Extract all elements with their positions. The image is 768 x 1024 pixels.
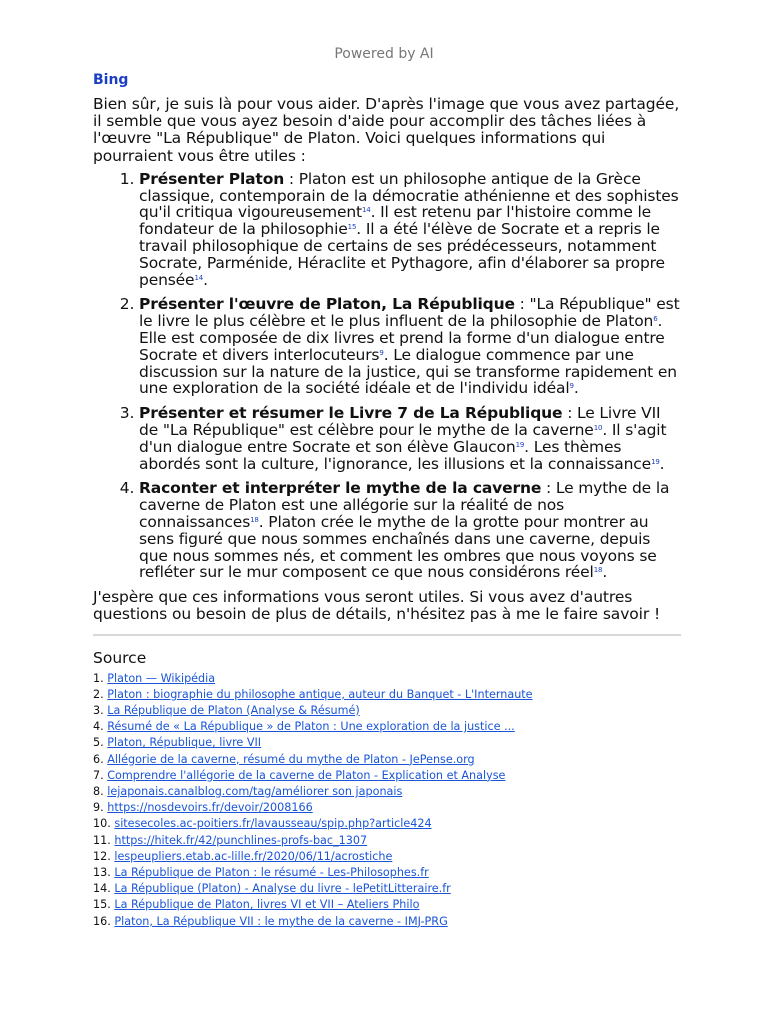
point-text: . Il s'agit d'un dialogue entre Socrate et son élève Glaucon [139, 420, 667, 456]
citation-ref[interactable]: 19 [515, 440, 525, 449]
citation-ref[interactable]: 6 [653, 315, 658, 324]
source-link[interactable]: Allégorie de la caverne, résumé du mythe de Platon - JePense.org [107, 752, 475, 766]
points-list [93, 171, 681, 581]
point-text: . Il a été l'élève de Socrate et a repris le travail philosophique de certains de ses prédécesseurs, notamment Socrate, Parménide, Héraclite et Pythagore, afin d'élaborer sa propre pensée [139, 220, 665, 289]
source-link[interactable]: lejaponais.canalblog.com/tag/améliorer son japonais [107, 784, 403, 798]
source-link[interactable]: https://nosdevoirs.fr/devoir/2008166 [107, 801, 313, 815]
divider [93, 634, 681, 636]
source-item [93, 735, 681, 751]
source-item [93, 703, 681, 719]
source-item [93, 800, 681, 816]
point-text: . Les thèmes abordés sont la culture, l'ignorance, les illusions et la connaissance [139, 437, 652, 473]
citation-ref[interactable]: 14 [194, 273, 204, 282]
source-item [93, 816, 681, 832]
citation-ref[interactable]: 14 [361, 206, 371, 215]
source-item [93, 897, 681, 913]
source-number: 8. [93, 784, 108, 798]
source-link[interactable]: La République de Platon, livres VI et VII – Ateliers Philo [114, 898, 420, 912]
source-link[interactable]: Platon, République, livre VII [107, 736, 262, 750]
point-title: Présenter l'œuvre de Platon, La République [139, 295, 515, 314]
point-item [139, 171, 681, 289]
point-text: . Platon crée le mythe de la grotte pour montrer au sens figuré que nous sommes enchaînés dans une caverne, depuis que nous sommes nés, et comment les ombres que nous voyons se refléter sur le mur composent ce que nous considérons réel [139, 512, 657, 582]
source-number: 15. [93, 898, 115, 912]
point-text: : Platon est un philosophe antique de la Grèce classique, contemporain de la démocratie athénienne et des sophistes qu'il critiqua vigoureusement [139, 169, 679, 222]
source-number: 2. [93, 687, 108, 701]
source-item [93, 833, 681, 849]
point-text: . [602, 563, 608, 582]
citation-ref[interactable]: 18 [250, 515, 259, 524]
citation-ref[interactable]: 9 [569, 382, 574, 391]
source-number: 12. [93, 849, 115, 863]
source-link[interactable]: Comprendre l'allégorie de la caverne de Platon - Explication et Analyse [107, 768, 506, 782]
source-item [93, 719, 681, 735]
source-item [93, 671, 681, 687]
point-item [139, 296, 681, 397]
source-number: 3. [93, 703, 108, 717]
point-text: . Elle est composée de dix livres et prend la forme d'un dialogue entre Socrate et divers interlocuteurs [139, 312, 665, 364]
point-text: . [203, 270, 208, 289]
source-number: 14. [93, 882, 115, 896]
source-number: 10. [93, 817, 115, 831]
source-link[interactable]: La République de Platon : le résumé - Les-Philosophes.fr [114, 865, 429, 879]
source-item [93, 752, 681, 768]
source-item [93, 881, 681, 897]
citation-ref[interactable]: 9 [379, 348, 384, 357]
point-item [139, 480, 681, 581]
point-title: Présenter Platon [139, 169, 285, 188]
citation-ref[interactable]: 18 [593, 566, 603, 575]
source-item [93, 687, 681, 703]
point-text: : "La République" est le livre le plus célèbre et le plus influent de la philosophie de Platon [139, 295, 680, 331]
sources-list [93, 671, 681, 930]
source-number: 9. [93, 801, 108, 815]
powered-by-label: Powered by AI [334, 46, 434, 62]
source-link[interactable]: lespeupliers.etab.ac-lille.fr/2020/06/11/acrostiche [114, 849, 393, 863]
source-link[interactable]: Platon, La République VII : le mythe de la caverne - IMJ-PRG [114, 914, 448, 928]
citation-ref[interactable]: 15 [347, 223, 357, 232]
point-text: : Le mythe de la caverne de Platon est une allégorie sur la réalité de nos connaissances [139, 479, 670, 531]
source-number: 4. [93, 720, 108, 734]
point-text: : Le Livre VII de "La République" est célèbre pour le mythe de la caverne [139, 404, 661, 439]
source-number: 5. [93, 736, 108, 750]
source-item [93, 768, 681, 784]
source-item [93, 849, 681, 865]
point-text: . [573, 379, 579, 398]
source-link[interactable]: Résumé de « La République » de Platon : Une exploration de la justice ... [107, 720, 515, 734]
source-item [93, 784, 681, 800]
source-link[interactable]: La République (Platon) - Analyse du livre - lePetitLitteraire.fr [114, 882, 451, 896]
source-number: 6. [93, 752, 108, 766]
source-number: 7. [93, 768, 108, 782]
source-link[interactable]: https://hitek.fr/42/punchlines-profs-bac_1307 [114, 833, 368, 847]
sources-title: Source [93, 648, 147, 667]
point-item [139, 405, 681, 472]
message-content [93, 68, 681, 930]
source-number: 1. [93, 671, 108, 685]
point-text: . Il est retenu par l'histoire comme le fondateur de la philosophie [139, 203, 652, 239]
citation-ref[interactable]: 19 [651, 457, 660, 466]
source-item [93, 865, 681, 881]
source-number: 11. [93, 833, 115, 847]
point-title: Raconter et interpréter le mythe de la caverne [139, 479, 542, 498]
source-item [93, 914, 681, 930]
source-number: 13. [93, 865, 115, 879]
closing-paragraph: J'espère que ces informations vous seront utiles. Si vous avez d'autres questions ou besoin de plus de détails, n'hésitez pas à me le faire savoir ! [93, 588, 661, 624]
point-text: . Le dialogue commence par une discussion sur la nature de la justice, qui se transforme rapidement en une exploration de la société idéale et de l'individu idéal [139, 345, 677, 398]
point-text: . [659, 454, 665, 473]
intro-paragraph: Bien sûr, je suis là pour vous aider. D'après l'image que vous avez partagée, il semble que vous ayez besoin d'aide pour accomplir des tâches liées à l'œuvre "La République" de Platon. Voici quelques informations qui pourraient vous être utiles : [93, 95, 680, 165]
source-link[interactable]: La République de Platon (Analyse & Résumé) [107, 703, 360, 717]
point-title: Présenter et résumer le Livre 7 de La République [139, 404, 563, 423]
source-link[interactable]: Platon — Wikipédia [107, 671, 216, 685]
source-number: 16. [93, 914, 115, 928]
source-link[interactable]: sitesecoles.ac-poitiers.fr/lavausseau/spip.php?article424 [114, 817, 432, 831]
source-link[interactable]: Platon : biographie du philosophe antique, auteur du Banquet - L'Internaute [107, 687, 533, 701]
citation-ref[interactable]: 10 [593, 423, 603, 432]
author-label: Bing [93, 72, 129, 88]
